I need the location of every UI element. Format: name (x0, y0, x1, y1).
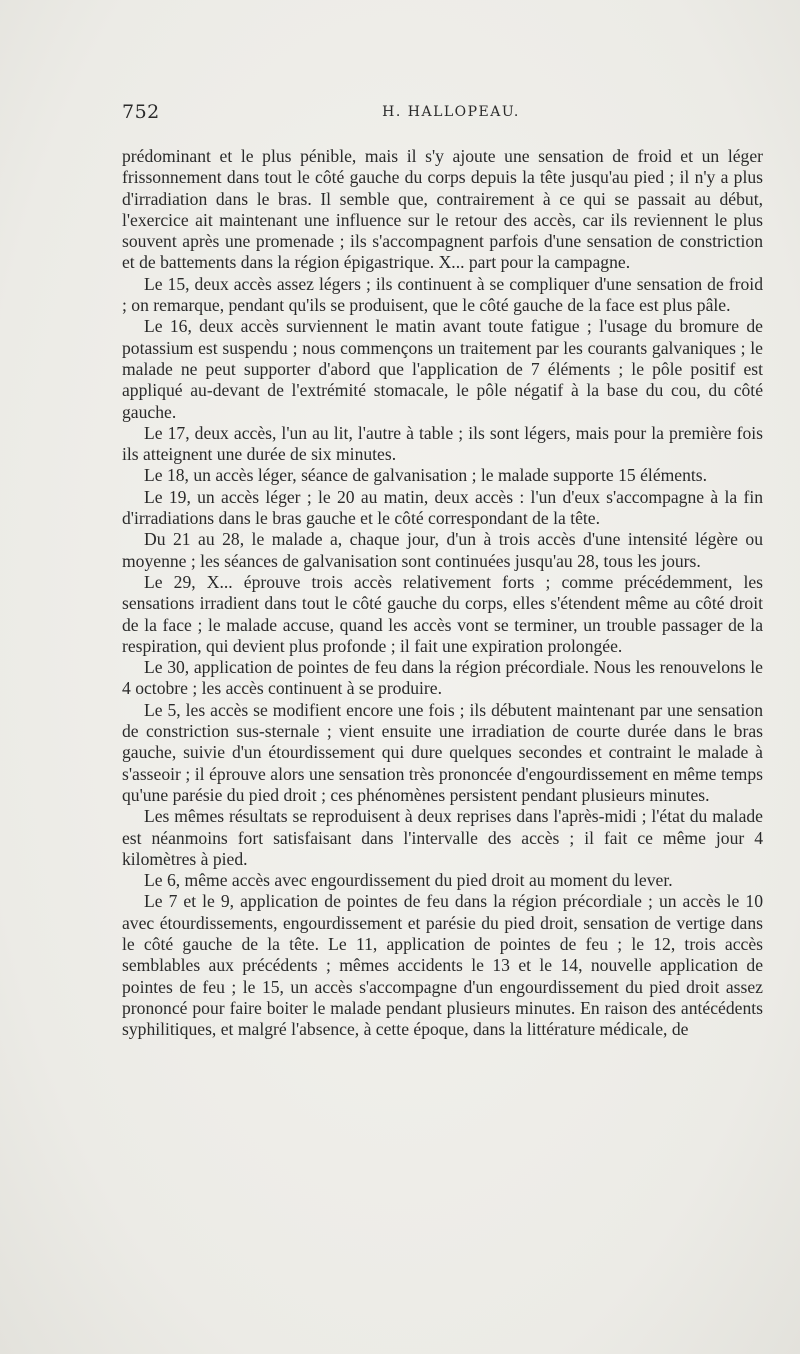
paragraph: Le 19, un accès léger ; le 20 au matin, deux accès : l'un d'eux s'accompagne à la fin d'irradiations dans le bras gauche et le côté correspondant de la tête. (122, 486, 763, 529)
paragraph: Le 16, deux accès surviennent le matin avant toute fatigue ; l'usage du bromure de potassium est suspendu ; nous commençons un traitement par les courants galvaniques ; le malade ne peut supporter d'abord que l'application de 7 éléments ; le pôle positif est appliqué au-devant de l'extrémité stomacale, le pôle négatif à la base du cou, du côté gauche. (122, 316, 763, 422)
paragraph: Le 15, deux accès assez légers ; ils continuent à se compliquer d'une sensation de froid ; on remarque, pendant qu'ils se produisent, que le côté gauche de la face est plus pâle. (122, 273, 763, 316)
paragraph: Les mêmes résultats se reproduisent à deux reprises dans l'après-midi ; l'état du malade est néanmoins fort satisfaisant dans l'intervalle des accès ; il fait ce même jour 4 kilomètres à pied. (122, 806, 763, 869)
paragraph: Le 18, un accès léger, séance de galvanisation ; le malade supporte 15 éléments. (144, 465, 708, 486)
paragraph: Le 30, application de pointes de feu dans la région précordiale. Nous les renouvelons le 4 octobre ; les accès continuent à se produire. (122, 657, 763, 699)
running-head: H. HALLOPEAU. (382, 104, 520, 120)
body-text (122, 146, 763, 1040)
paragraph: prédominant et le plus pénible, mais il s'y ajoute une sensation de froid et un léger frissonnement dans tout le côté gauche du corps depuis la tête jusqu'au pied ; il n'y a plus d'irradiation dans le bras. Il semble que, contrairement à ce qui se passait au début, l'exercice ait maintenant une influence sur le retour des accès, car ils reviennent le plus souvent après une promenade ; ils s'accompagnent parfois d'une sensation de constriction et de battements dans la région épigastrique. X... part pour la campagne. (122, 146, 763, 273)
page-header (122, 101, 760, 125)
paragraph: Du 21 au 28, le malade a, chaque jour, d'un à trois accès d'une intensité légère ou moyenne ; les séances de galvanisation sont continuées jusqu'au 28, tous les jours. (122, 529, 763, 571)
page-number: 752 (122, 101, 160, 123)
paragraph: Le 29, X... éprouve trois accès relativement forts ; comme précédemment, les sensations irradient dans tout le côté gauche du corps, elles s'étendent même au côté droit de la face ; le malade accuse, quand les accès vont se terminer, un trouble passager de la respiration, qui devient plus profonde ; il fait une expiration prolongée. (122, 571, 763, 656)
paragraph: Le 5, les accès se modifient encore une fois ; ils débutent maintenant par une sensation de constriction sus-sternale ; vient ensuite une irradiation de courte durée dans le bras gauche, suivie d'un étourdissement qui dure quelques secondes et contraint le malade à s'asseoir ; il éprouve alors une sensation très prononcée d'engourdissement en même temps qu'une parésie du pied droit ; ces phénomènes persistent pendant plusieurs minutes. (122, 699, 763, 805)
paragraph: Le 7 et le 9, application de pointes de feu dans la région précordiale ; un accès le 10 avec étourdissements, engourdissement et parésie du pied droit, sensation de vertige dans le côté gauche de la tête. Le 11, application de pointes de feu ; le 12, trois accès semblables aux précédents ; mêmes accidents le 13 et le 14, nouvelle application de pointes de feu ; le 15, un accès s'accompagne d'un engourdissement du pied droit assez prononcé pour faire boiter le malade pendant plusieurs minutes. En raison des antécédents syphilitiques, et malgré l'absence, à cette époque, dans la littérature médicale, de (122, 891, 763, 1040)
paragraph: Le 6, même accès avec engourdissement du pied droit au moment du lever. (144, 870, 673, 891)
paragraph: Le 17, deux accès, l'un au lit, l'autre à table ; ils sont légers, mais pour la première fois ils atteignent une durée de six minutes. (122, 422, 763, 465)
